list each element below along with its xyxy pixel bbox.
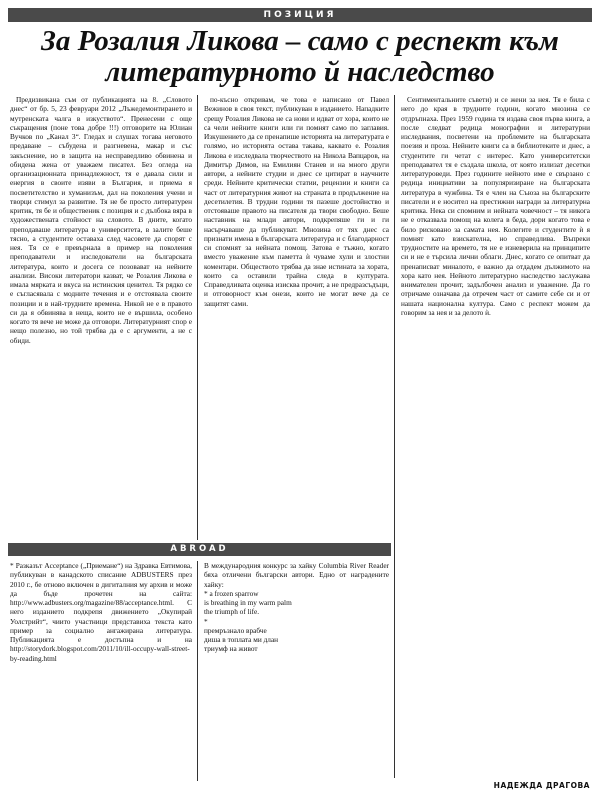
- column-1-text: Предизвикана съм от публикацията на 8. „Словото днес“ от бр. 5, 23 февруари 2012 „Лъжедемонтирането и мутренската чалга в изкуството“. Пренесени с още съкращения (поне това добре !!!) отговорите на Юлиан Вучков по „Канал 3“. Гледах и слушах тогава неговото предаване – събудена и разгневена, макар и със закъснение, но в защита на несправедливо обвинена и обидена жена от уважаем писател. Без огледа на организационната принадлежност, тя е давала сили и енергия в своите изяви в България, и приема я посветителство и хуманизъм, дал на поколения учени и творци стимул за развитие. Тя не бе просто литературен критик, тя бе и общественик с позиция и с дълбока вяра в художествената стойност на словото. В дните, когато преподаваше литература в университета, в залите беше тясно, а студентите оставаха след часовете да спорят с нея. Тя се е превърнала в пример на поколения преподаватели и изследователи на българската литература, които и досега се позовават на нейните анализи. Високи литератори казват, че Розалия Ликова е имала мярката и вкуса на истинския ценител. Тя рядко се е съгласявала с модните течения и е отстоявала своите позиции и в най-трудните времена. Никой не е в правото си да я обвинява в неща, които не е вършила, особено когато тя вече не може да отговори. Литературният спор е нещо полезно, но той трябва да е с аргументи, а не с обиди.: [10, 95, 192, 345]
- column-divider-1: [197, 95, 198, 540]
- haiku-line: is breathing in my warm palm: [204, 598, 292, 607]
- abroad-section-bar: ABROAD: [8, 543, 391, 556]
- column-divider-2: [394, 95, 395, 778]
- column-2-text: по-късно откривам, че това е написано от Павел Вежинов в своя текст, публикуван в изданието. Нападките срещу Розалия Ликова не са нови и идват от хора, които не са чели нейните книги или ги помнят само по заглавия. Изкушението да се пренапише историята на литературата е голямо, но историята остава такава, каквато е. Розалия Ликова е изследвала творчеството на Никола Вапцаров, на Димитър Димов, на Емилиян Станев и на много други автори, а нейните студии и днес се цитират в научните среди. Нейните критически статии, рецензии и книги са част от литературния живот на страната в продължение на десетилетия. В трудни години тя пазеше достойнство и отстояваше правото на писателя да твори свободно. Беше наставник на млади автори, подкрепяше ги и ги насърчаваше да публикуват. Мнозина от тях днес са признати имена в българската литература и с благодарност си спомнят за нейната помощ. Затова е тъжно, когато вместо уважение към паметта ѝ чуваме хули и злостни коментари. Обществото трябва да знае истината за хората, които са оставили трайна следа в културата. Справедливата оценка изисква прочит, а не предразсъдъци, и отговорност към онези, които не могат вече да се защитят сами.: [204, 95, 389, 308]
- column-3-text: Сентиментальните съвети) и се жени за нея. Тя е била с него до края в трудните години, когато мнозина се отдръпнаха. През 1959 година тя издава своя първа книга, а после следват редица монографии и литературни изследвания, посветени на проблемите на българската поезия и проза. Нейните книги са в библиотеките и днес, а студентите ги четат с интерес. Като университетски преподавател тя е създала школа, от която излизат десетки литературоведи. През годините нейното име е свързано с редица инициативи за популяризиране на българската литература в чужбина. Тя е член на Съюза на българските писатели и е носител на престижни награди за литературна критика. Нека си спомним и нейната човечност – тя никога не е отказвала помощ на колега в беда, дори когато това е било рисковано за самата нея. Колегите и студентите ѝ я помнят като взискателна, но справедлива. Въпреки трудностите на времето, тя не е изневерила на принципите си и не е търсила лични облаги. Днес, когато се опитват да пренаписват миналото, е важно да отдадем дължимото на хора като нея. Нейното литературно наследство заслужава внимателен прочит, задълбочен анализ и уважение. Да го отричаме означава да отречем част от самите себе си и от нашата национална култура. Само с респект можем да говорим за нея и за делото ѝ.: [401, 95, 590, 317]
- haiku-line: * a frozen sparrow: [204, 588, 259, 598]
- haiku-line: премръзнало врабче: [204, 625, 267, 635]
- abroad-column-2-intro: В международния конкурс за хайку Columbia River Reader бяха отличени български автори. Едно от наградените хайку:: [204, 561, 389, 589]
- haiku-line: диша в топлата ми длан: [204, 635, 279, 644]
- haiku-separator: *: [204, 616, 208, 626]
- article-column-2: [204, 95, 389, 540]
- abroad-column-divider: [197, 561, 198, 781]
- article-column-1: [10, 95, 192, 540]
- author-signature: НАДЕЖДА ДРАГОВА: [493, 781, 590, 790]
- section-header-bar: ПОЗИЦИЯ: [8, 8, 592, 22]
- haiku-line: триумф на живот: [204, 644, 258, 654]
- article-column-3: [401, 95, 590, 778]
- article-headline: За Розалия Ликова – само с респект към литературното й наследство: [41, 25, 559, 88]
- abroad-column-1: [10, 561, 192, 786]
- abroad-column-1-text: * Разказът Acceptance („Приемане“) на Здравка Евтимова, публикуван в канадското списание ADBUSTERS през 2010 г., бе отново включен в дигиталния му архив и може да бъде прочетен на сайта: http://www.adbusters.org/magazine/88/acceptance.html. С него изданието подкрепя движението „Окупирай Уолстрийт“, чиито участници представиха текста като пример за социално ангажирана литература. Публикацията е достъпна и на http://storydork.blogspot.com/2011/10/ill-occupy-wall-street-by-reading.html: [10, 561, 192, 663]
- abroad-column-2: [204, 561, 389, 786]
- haiku-line: the triumph of life.: [204, 607, 260, 617]
